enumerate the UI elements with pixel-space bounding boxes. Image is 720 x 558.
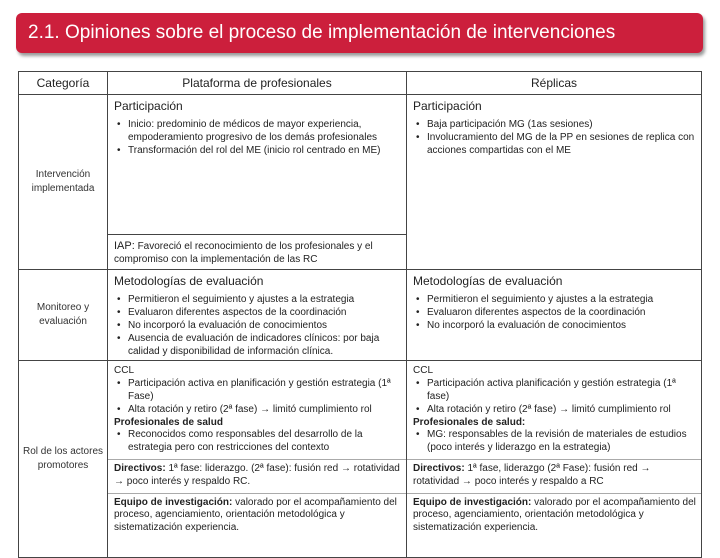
directivos-text: 1ª fase: liderazgo. (2ª fase): fusión red → rotatividad → poco interés y respaldo RC. xyxy=(114,462,400,487)
prof-label: Profesionales de salud xyxy=(114,416,223,428)
cell-replicas xyxy=(407,95,702,270)
list-item: • Ausencia de evaluación de indicadores clínicos: por baja calidad y disponibilidad de información clínica. xyxy=(128,333,401,359)
header-row xyxy=(19,72,702,95)
list-item: • Participación activa planificación y gestión estrategia (1ª fase) xyxy=(427,378,696,404)
cell-plataforma xyxy=(108,361,407,558)
iap-text: Favoreció el reconocimiento de los profesionales y el compromiso con la implementación de las RC xyxy=(114,241,373,265)
header-plataforma: Plataforma de profesionales xyxy=(108,72,407,95)
category-cell: Rol de los actores promotores xyxy=(19,361,108,558)
investigacion-text: valorado por el acompañamiento del proceso, agenciamiento, orientación metodológica y sistematización experiencia. xyxy=(114,496,397,534)
table-row xyxy=(19,95,702,235)
investigacion-label: Equipo de investigación: xyxy=(413,496,532,508)
slide-title: 2.1. Opiniones sobre el proceso de implementación de intervenciones xyxy=(28,22,616,43)
directivos-label: Directivos: xyxy=(413,462,465,474)
list-item: • Alta rotación y retiro (2ª fase) → limitó cumplimiento rol xyxy=(427,404,696,417)
header-replicas: Réplicas xyxy=(407,72,702,95)
list-item: • Baja participación MG (1as sesiones) xyxy=(427,119,696,132)
list-item: • No incorporó la evaluación de conocimientos xyxy=(128,320,401,333)
list-item: • MG: responsables de la revisión de materiales de estudios (poco interés y liderazgo en la estrategia) xyxy=(427,429,696,455)
cell-replicas xyxy=(407,361,702,558)
prof-label: Profesionales de salud: xyxy=(413,416,526,428)
list-item: • Involucramiento del MG de la PP en sesiones de replica con acciones compartidas con el ME xyxy=(427,132,696,158)
list-item: • Permitieron el seguimiento y ajustes a la estrategia xyxy=(427,294,696,307)
cell-iap xyxy=(108,235,407,270)
table-row xyxy=(19,361,702,558)
directivos-label: Directivos: xyxy=(114,462,166,474)
list-item: • Evaluaron diferentes aspectos de la coordinación xyxy=(128,307,401,320)
ccl-label: CCL xyxy=(413,365,434,377)
table-row xyxy=(19,270,702,361)
cell-heading: Metodologías de evaluación xyxy=(413,274,563,288)
investigacion-text: valorado por el acompañamiento del proceso, agenciamiento, orientación metodológica y sistematización experiencia. xyxy=(413,496,696,534)
cell-heading: Metodologías de evaluación xyxy=(114,274,264,288)
category-cell: Monitoreo y evaluación xyxy=(19,270,108,361)
header-categoria: Categoría xyxy=(19,72,108,95)
list-item: • Participación activa en planificación y gestión estrategia (1ª Fase) xyxy=(128,378,401,404)
cell-plataforma xyxy=(108,95,407,235)
cell-heading: Participación xyxy=(114,99,183,113)
list-item: • Alta rotación y retiro (2ª fase) → limitó cumplimiento rol xyxy=(128,404,401,417)
ccl-label: CCL xyxy=(114,365,135,377)
cell-plataforma xyxy=(108,270,407,361)
list-item: • No incorporó la evaluación de conocimientos xyxy=(427,320,696,333)
list-item: • Evaluaron diferentes aspectos de la coordinación xyxy=(427,307,696,320)
cell-heading: Participación xyxy=(413,99,482,113)
list-item: • Inicio: predominio de médicos de mayor experiencia, empoderamiento progresivo de los demás profesionales xyxy=(128,119,401,145)
iap-label: IAP: xyxy=(114,240,135,252)
opinions-table xyxy=(18,71,702,558)
list-item: • Permitieron el seguimiento y ajustes a la estrategia xyxy=(128,294,401,307)
slide-title-banner xyxy=(16,13,703,53)
cell-replicas xyxy=(407,270,702,361)
category-cell: Intervención implementada xyxy=(19,95,108,270)
list-item: • Transformación del rol del ME (inicio rol centrado en ME) xyxy=(128,145,401,158)
directivos-text: 1ª fase, liderazgo (2ª Fase): fusión red → rotatividad → poco interés y respaldo a RC xyxy=(413,462,651,487)
list-item: • Reconocidos como responsables del desarrollo de la estrategia pero con restricciones del contexto xyxy=(128,429,401,455)
investigacion-label: Equipo de investigación: xyxy=(114,496,233,508)
